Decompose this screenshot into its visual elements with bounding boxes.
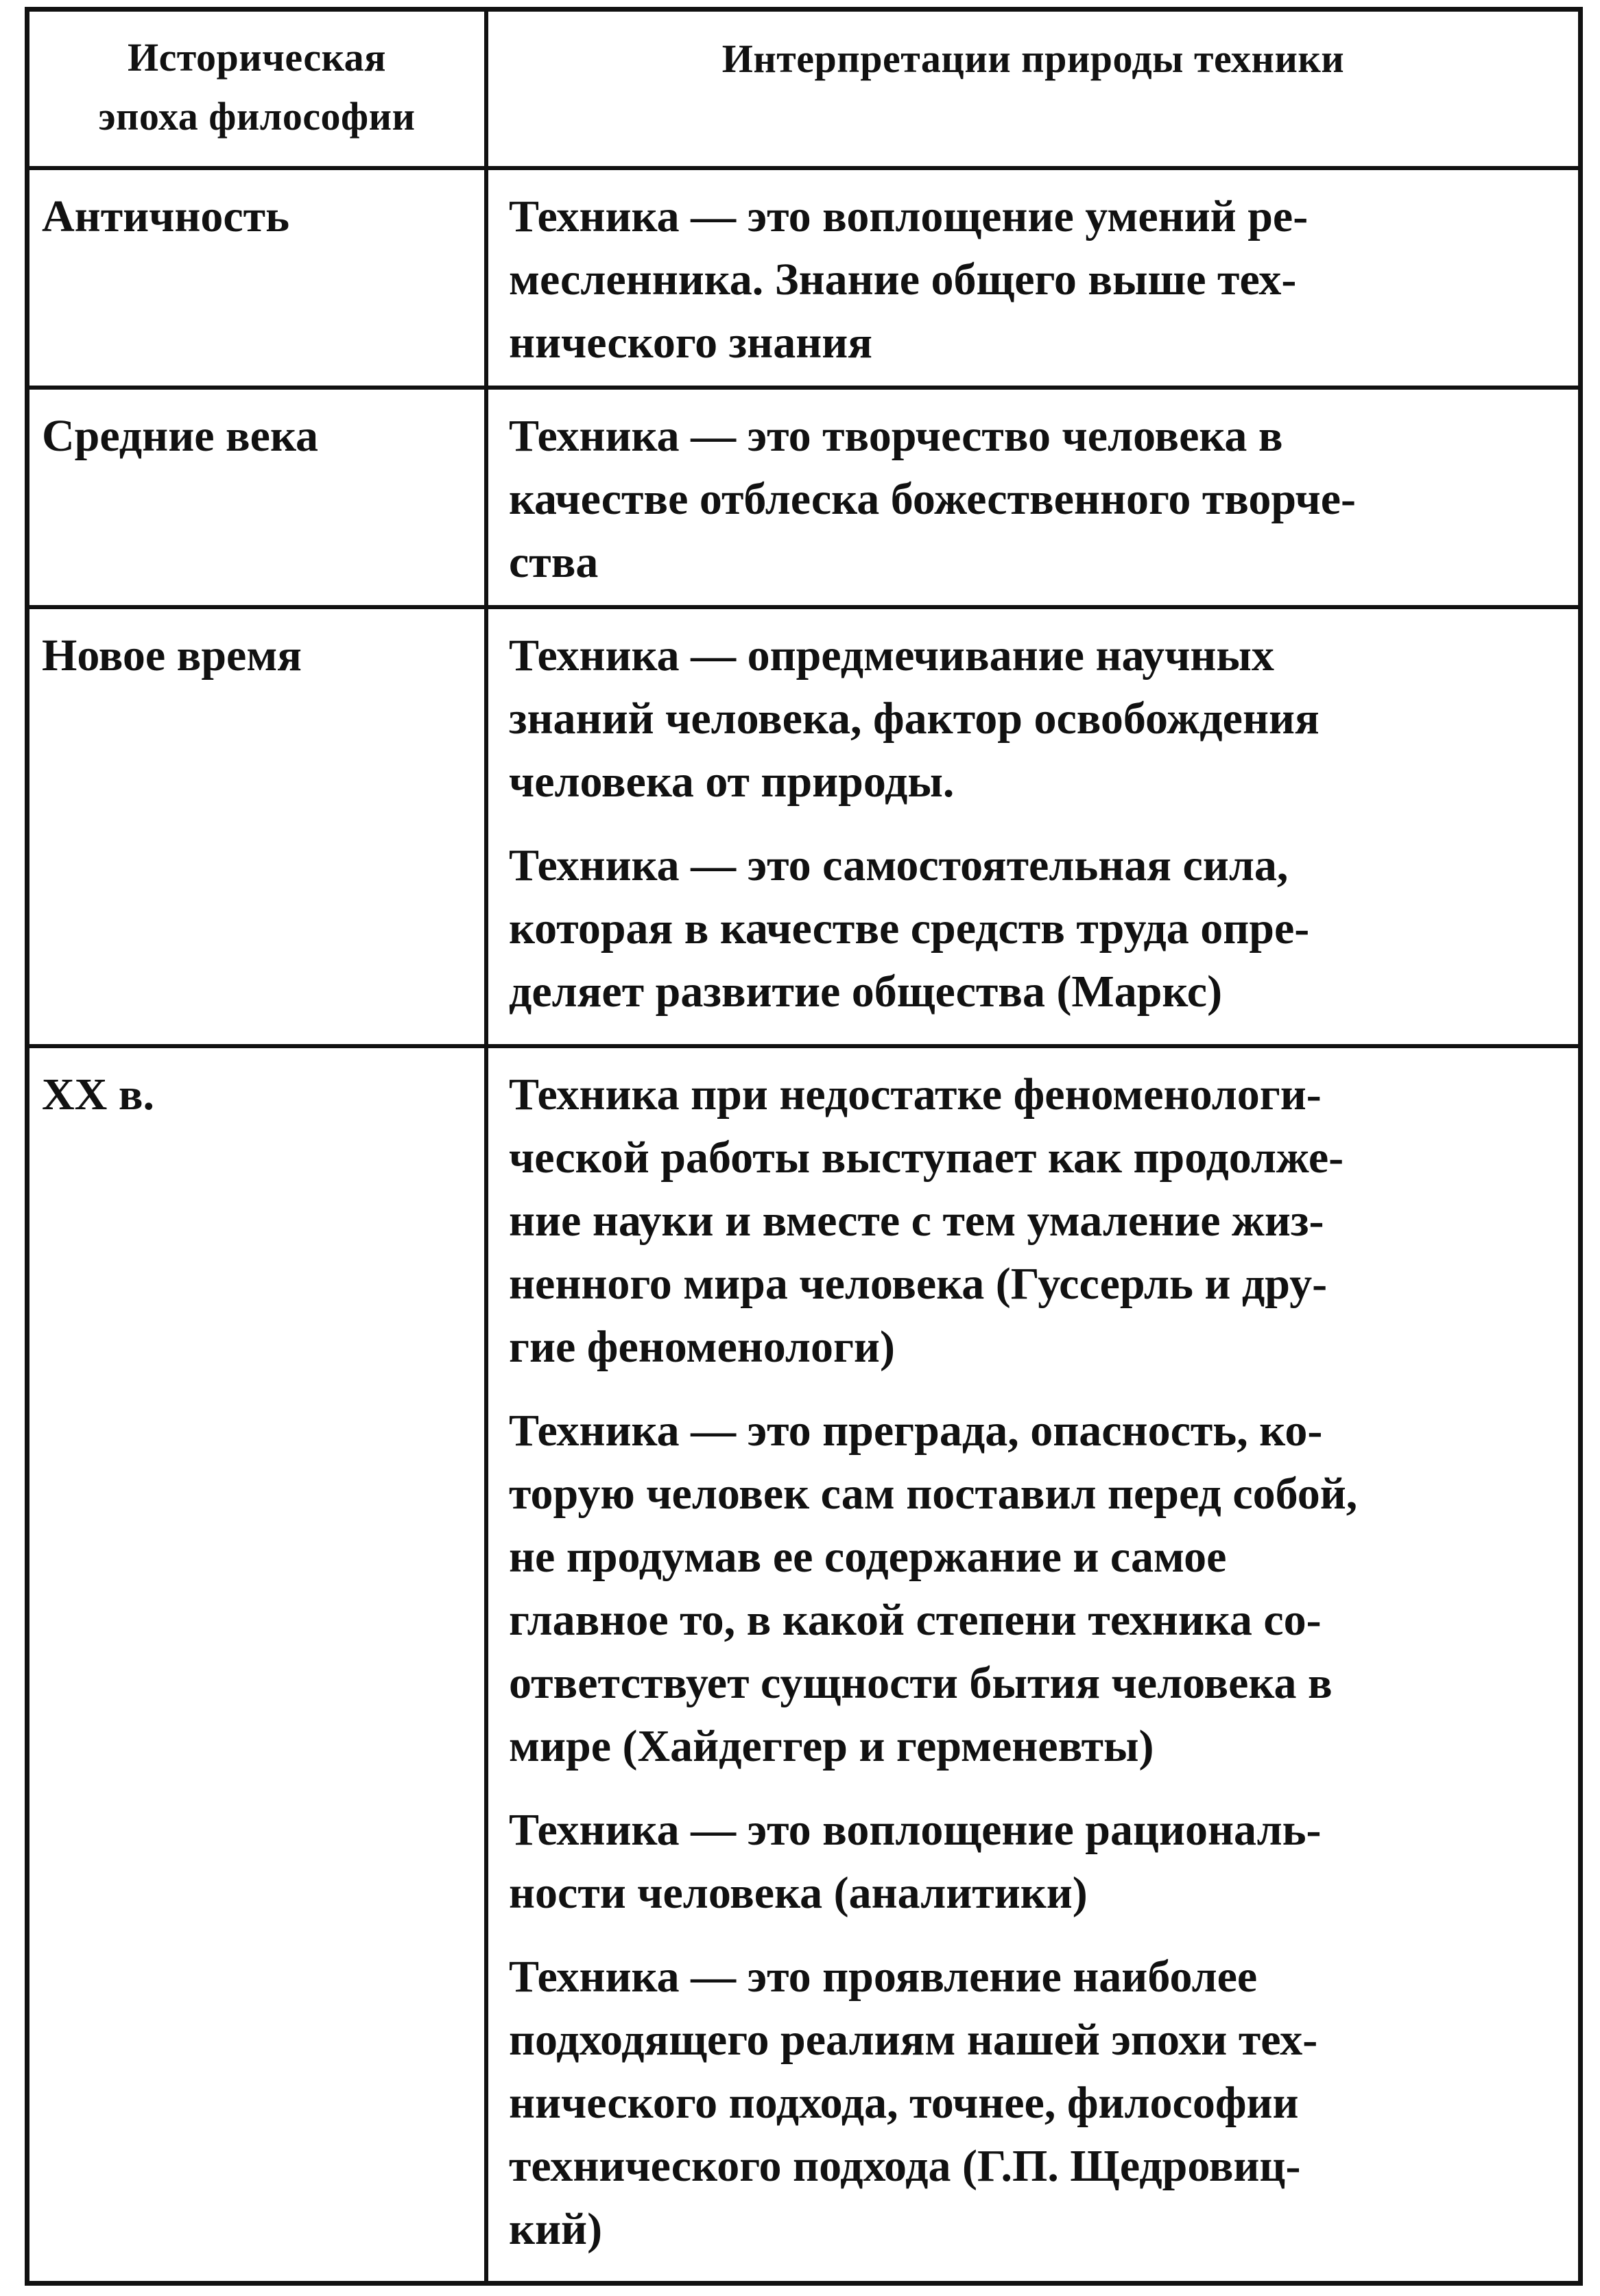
text-line: технического подхода (Г.П. Щедровиц- — [509, 2141, 1301, 2191]
table-row-antiquity — [29, 168, 1578, 388]
text-line: ческой работы выступает как продолже- — [509, 1133, 1344, 1183]
text-line: Техника — это творчество человека в — [509, 411, 1283, 461]
era-cell: Новое время — [29, 607, 486, 1046]
text-line: ние науки и вместе с тем умаление жиз- — [509, 1196, 1324, 1246]
text-line: гие феноменологи) — [509, 1322, 895, 1372]
text-line: человека от природы. — [509, 757, 955, 807]
philosophy-table-container — [25, 7, 1583, 2286]
interpretation-paragraph — [509, 624, 1562, 814]
table-row-20th-century — [29, 1046, 1578, 2281]
text-line: деляет развитие общества (Маркс) — [509, 967, 1223, 1017]
header-era-line: эпоха философии — [98, 94, 416, 139]
text-line: Техника — это воплощение рациональ- — [509, 1805, 1322, 1855]
interpretation-cell — [486, 388, 1578, 607]
interpretation-paragraph — [509, 405, 1562, 594]
interpretation-paragraph — [509, 1063, 1562, 1379]
text-line: нического знания — [509, 318, 872, 368]
interpretation-paragraph — [509, 185, 1562, 375]
text-line: Техника — это воплощение умений ре- — [509, 191, 1309, 241]
text-line: подходящего реалиям нашей эпохи тех- — [509, 2015, 1318, 2065]
interpretation-cell — [486, 168, 1578, 388]
text-line: Техника — это преграда, опасность, ко- — [509, 1406, 1323, 1456]
text-line: качестве отблеска божественного творче- — [509, 474, 1356, 524]
text-line: ности человека (аналитики) — [509, 1868, 1088, 1918]
interpretation-paragraph — [509, 1399, 1562, 1778]
text-line: месленника. Знание общего выше тех- — [509, 255, 1297, 305]
text-line: не продумав ее содержание и самое — [509, 1532, 1227, 1582]
interpretation-paragraph — [509, 834, 1562, 1023]
text-line: которая в качестве средств труда опре- — [509, 903, 1310, 954]
header-era — [29, 12, 486, 168]
philosophy-of-technology-table — [29, 12, 1578, 2281]
text-line: мире (Хайдеггер и герменевты) — [509, 1721, 1154, 1771]
interpretation-paragraph — [509, 1799, 1562, 1925]
header-interpretations — [486, 12, 1578, 168]
table-header-row — [29, 12, 1578, 168]
text-line: Техника — это самостоятельная сила, — [509, 840, 1289, 890]
era-cell: Средние века — [29, 388, 486, 607]
text-line: Техника при недостатке феноменологи- — [509, 1069, 1322, 1120]
text-line: Техника — опредмечивание научных — [509, 630, 1274, 680]
text-line: нического подхода, точнее, философии — [509, 2078, 1299, 2128]
interpretation-paragraph — [509, 1945, 1562, 2261]
text-line: кий) — [509, 2204, 603, 2254]
text-line: главное то, в какой степени техника со- — [509, 1595, 1322, 1645]
table-row-modern-era — [29, 607, 1578, 1046]
text-line: ответствует сущности бытия человека в — [509, 1658, 1333, 1708]
era-cell: Античность — [29, 168, 486, 388]
table-row-middle-ages — [29, 388, 1578, 607]
text-line: ненного мира человека (Гуссерль и дру- — [509, 1259, 1328, 1309]
header-interpretations-line: Интерпретации природы техники — [721, 36, 1345, 81]
era-cell: XX в. — [29, 1046, 486, 2281]
text-line: ства — [509, 537, 599, 587]
interpretation-cell — [486, 607, 1578, 1046]
text-line: Техника — это проявление наиболее — [509, 1952, 1258, 2002]
text-line: знаний человека, фактор освобождения — [509, 694, 1320, 744]
header-era-line: Историческая — [127, 35, 387, 80]
interpretation-cell — [486, 1046, 1578, 2281]
text-line: торую человек сам поставил перед собой, — [509, 1469, 1358, 1519]
